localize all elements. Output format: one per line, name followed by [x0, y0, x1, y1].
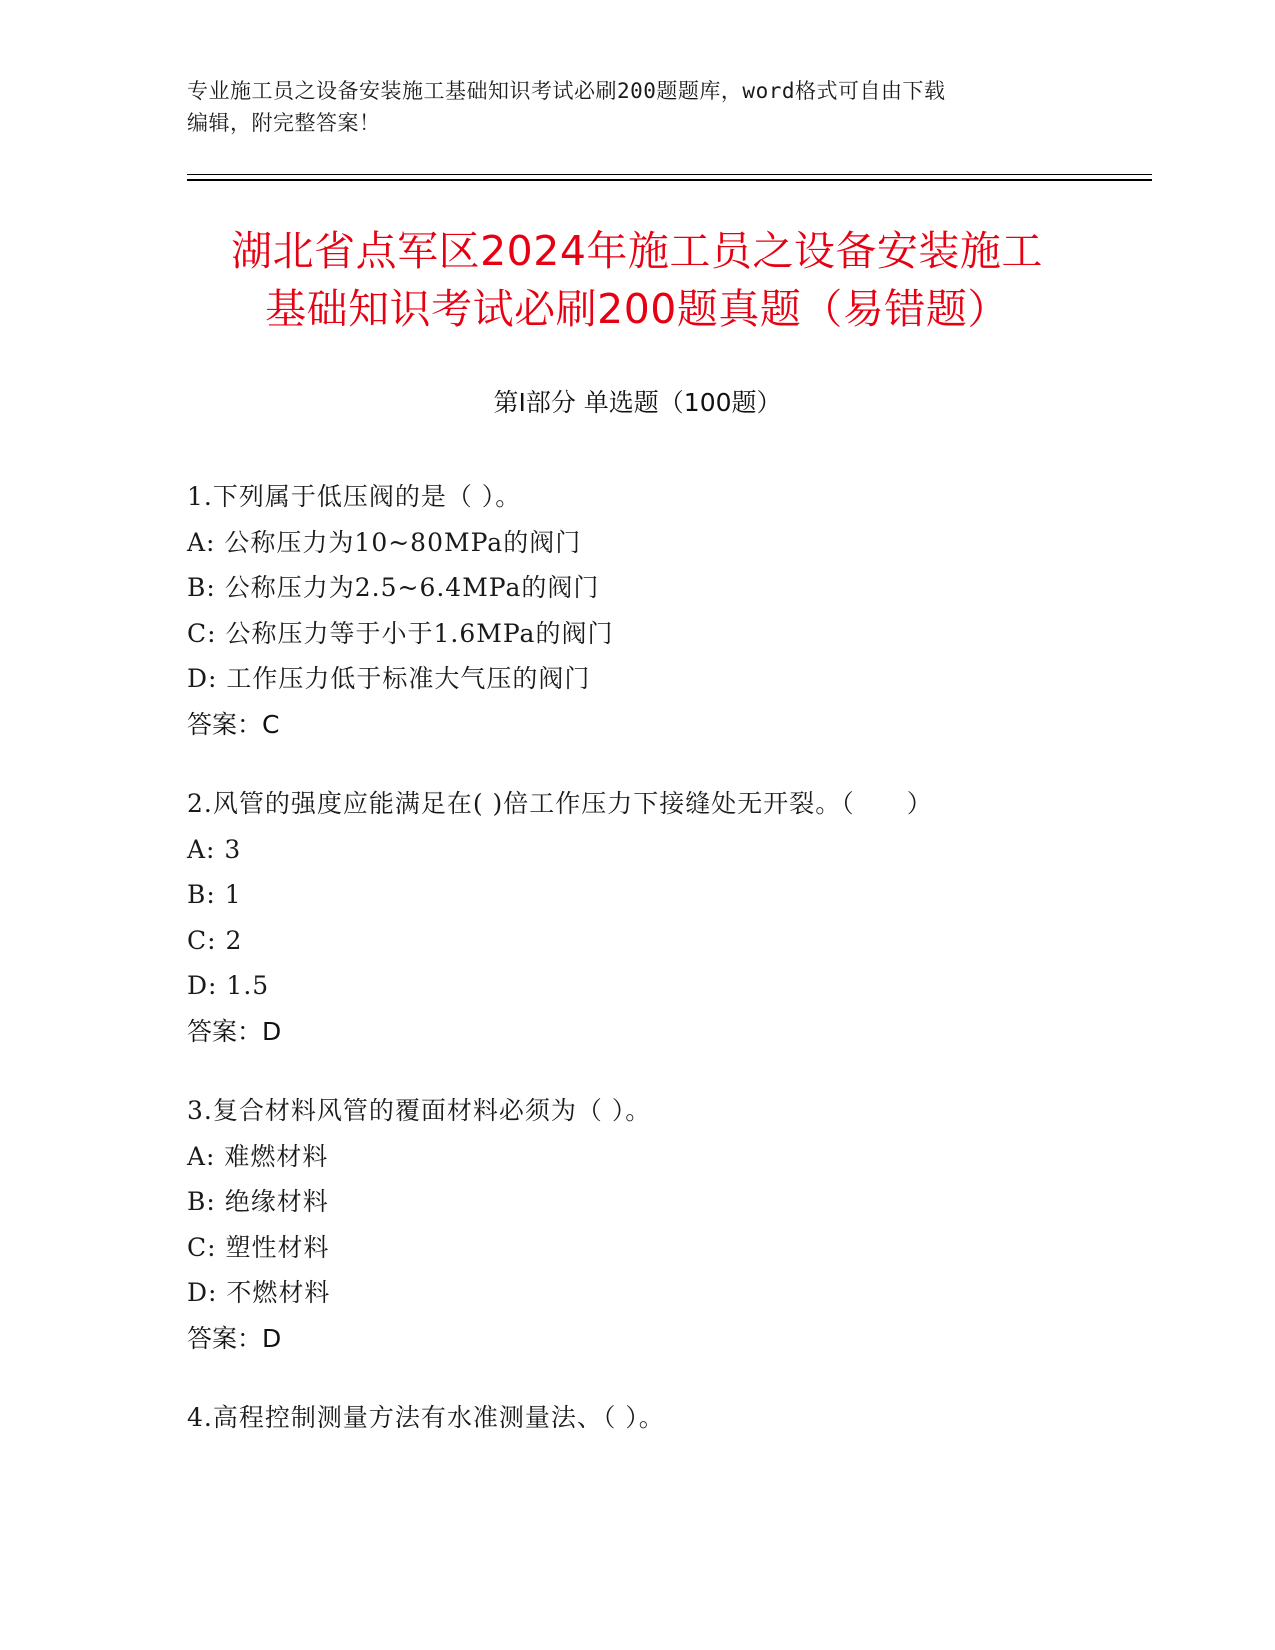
- document-title: [187, 222, 1087, 338]
- header-note-line-2: 编辑，附完整答案！: [187, 111, 381, 135]
- question-stem: 4.高程控制测量方法有水准测量法、（ ）。: [187, 1403, 665, 1432]
- option-d: D: 1.5: [187, 971, 270, 1000]
- header-note: [187, 75, 1087, 139]
- option-c: C: 公称压力等于小于1.6MPa的阀门: [187, 618, 614, 648]
- question-3: [187, 1088, 1147, 1361]
- answer: 答案：D: [187, 1323, 282, 1353]
- question-list: [187, 474, 1147, 1475]
- option-a: A: 3: [187, 834, 242, 864]
- document-title-line-2: 基础知识考试必刷200题真题（易错题）: [265, 285, 1009, 333]
- question-4: [187, 1395, 1147, 1441]
- header-note-line-1: 专业施工员之设备安装施工基础知识考试必刷200题题库，word格式可自由下载: [187, 79, 946, 103]
- option-d: D: 不燃材料: [187, 1278, 331, 1307]
- option-c: C: 塑性材料: [187, 1232, 330, 1262]
- question-2: [187, 781, 1147, 1054]
- option-a: A: 难燃材料: [187, 1141, 329, 1171]
- question-stem: 3.复合材料风管的覆面材料必须为（ ）。: [187, 1096, 652, 1125]
- document-title-line-1: 湖北省点军区2024年施工员之设备安装施工: [231, 227, 1043, 275]
- option-b: B: 1: [187, 880, 242, 909]
- answer: 答案：C: [187, 709, 280, 739]
- option-b: B: 公称压力为2.5~6.4MPa的阀门: [187, 573, 600, 602]
- question-1: [187, 474, 1147, 747]
- question-stem: 2.风管的强度应能满足在( )倍工作压力下接缝处无开裂。（ ）: [187, 789, 933, 818]
- header-divider-thin: [187, 174, 1152, 175]
- section-heading: 第Ⅰ部分 单选题（100题）: [493, 388, 782, 417]
- header-divider-thick: [187, 179, 1152, 181]
- question-stem: 1.下列属于低压阀的是（ ）。: [187, 482, 522, 511]
- option-d: D: 工作压力低于标准大气压的阀门: [187, 664, 591, 693]
- option-a: A: 公称压力为10~80MPa的阀门: [187, 527, 582, 557]
- answer: 答案：D: [187, 1016, 282, 1046]
- option-c: C: 2: [187, 925, 243, 955]
- option-b: B: 绝缘材料: [187, 1187, 329, 1216]
